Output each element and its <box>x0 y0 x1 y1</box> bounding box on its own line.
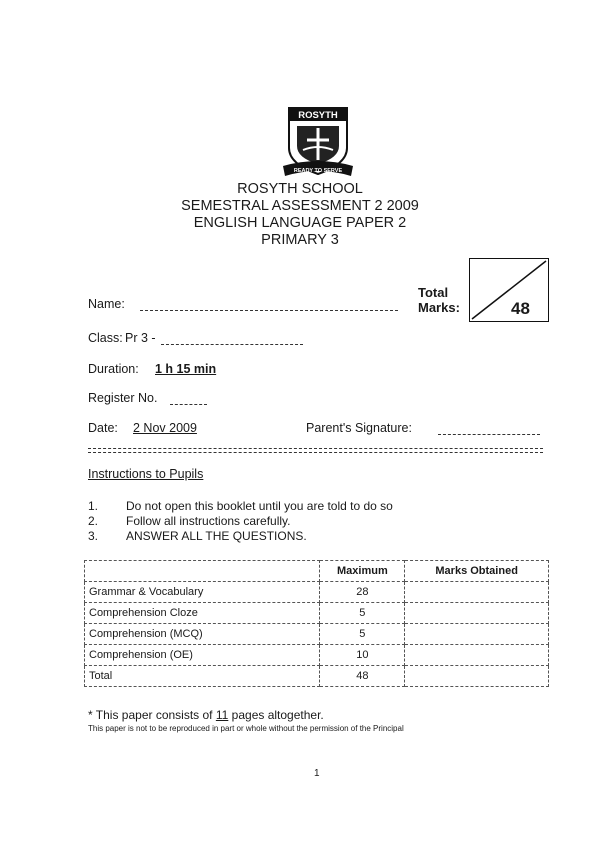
copyright-note: This paper is not to be reproduced in part or whole without the permission of the Principal <box>88 724 404 733</box>
pages-note <box>88 708 324 722</box>
obtained-cell[interactable] <box>405 666 549 687</box>
instruction-text: Follow all instructions carefully. <box>126 514 291 528</box>
parent-signature-label: Parent's Signature: <box>306 421 412 435</box>
date-value: 2 Nov 2009 <box>133 421 197 435</box>
table-header-cell <box>85 561 320 582</box>
school-crest-logo <box>283 104 353 180</box>
register-field-line[interactable] <box>170 404 207 405</box>
obtained-cell[interactable] <box>405 603 549 624</box>
pages-note-prefix: * This paper consists of <box>88 708 213 722</box>
class-value: Pr 3 - <box>125 331 156 345</box>
pages-note-suffix: pages altogether. <box>231 708 324 722</box>
duration-value: 1 h 15 min <box>155 362 217 376</box>
obtained-cell[interactable] <box>405 582 549 603</box>
section-cell: Total <box>85 666 320 687</box>
separator-line <box>88 452 543 453</box>
pages-count: 11 <box>215 708 229 722</box>
table-row <box>85 603 549 624</box>
max-cell: 48 <box>320 666 405 687</box>
level-title: PRIMARY 3 <box>261 232 339 248</box>
section-cell: Grammar & Vocabulary <box>85 582 320 603</box>
table-header-cell: Marks Obtained <box>405 561 549 582</box>
name-label: Name: <box>88 297 125 311</box>
total-marks-label <box>418 285 460 315</box>
obtained-cell[interactable] <box>405 645 549 666</box>
instruction-num: 2. <box>88 514 99 528</box>
table-row <box>85 666 549 687</box>
total-marks-value: 48 <box>511 299 530 318</box>
instruction-num: 3. <box>88 529 99 543</box>
max-cell: 10 <box>320 645 405 666</box>
marks-table <box>84 560 549 687</box>
section-cell: Comprehension Cloze <box>85 603 320 624</box>
obtained-cell[interactable] <box>405 624 549 645</box>
date-label: Date: <box>88 421 118 435</box>
duration-label: Duration: <box>88 362 139 376</box>
school-name: ROSYTH SCHOOL <box>237 181 363 197</box>
total-marks-box <box>469 258 549 322</box>
table-row <box>85 645 549 666</box>
register-label: Register No. <box>88 391 158 405</box>
paper-title: ENGLISH LANGUAGE PAPER 2 <box>193 215 407 231</box>
svg-text:ROSYTH: ROSYTH <box>298 110 338 121</box>
class-label: Class: <box>88 331 123 345</box>
total-label-line2: Marks: <box>418 300 460 315</box>
max-cell: 5 <box>320 624 405 645</box>
parent-signature-line[interactable] <box>438 434 540 435</box>
section-cell: Comprehension (OE) <box>85 645 320 666</box>
table-header-row <box>85 561 549 582</box>
max-cell: 28 <box>320 582 405 603</box>
instruction-num: 1. <box>88 499 99 513</box>
table-header-cell: Maximum <box>320 561 405 582</box>
separator-line <box>88 448 543 449</box>
diagonal-slash <box>470 259 548 321</box>
section-cell: Comprehension (MCQ) <box>85 624 320 645</box>
instruction-text: Do not open this booklet until you are told to do so <box>126 499 393 513</box>
svg-text:READY TO SERVE: READY TO SERVE <box>293 168 343 174</box>
max-cell: 5 <box>320 603 405 624</box>
name-field-line[interactable] <box>140 310 398 311</box>
total-label-line1: Total <box>418 285 449 300</box>
assessment-title: SEMESTRAL ASSESSMENT 2 2009 <box>181 198 419 214</box>
instruction-text: ANSWER ALL THE QUESTIONS. <box>126 529 307 543</box>
instructions-title: Instructions to Pupils <box>88 467 204 481</box>
page-number: 1 <box>314 768 320 779</box>
table-row <box>85 582 549 603</box>
table-row <box>85 624 549 645</box>
class-field-line[interactable] <box>161 344 303 345</box>
